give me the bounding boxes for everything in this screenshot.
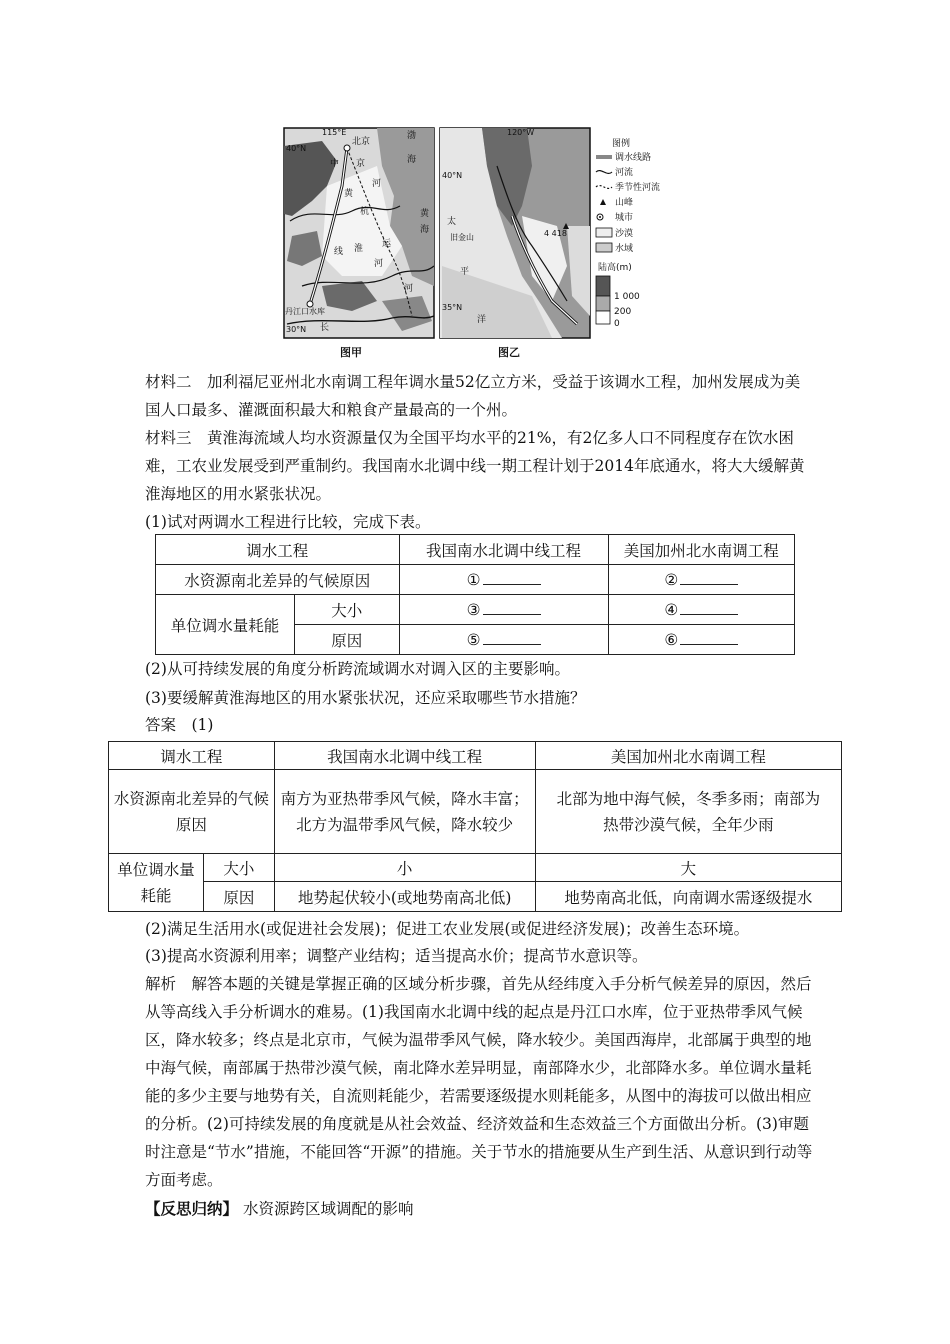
at-climate-usa: 北部为地中海气候，冬季多雨；南部为热带沙漠气候，全年少雨 [535, 770, 841, 854]
legend-elevation-title: 陆高(m) [598, 263, 632, 273]
qt-blank-4[interactable]: ④ [608, 595, 794, 625]
label-hai-1: 海 [407, 155, 417, 165]
label-b-35n: 35°N [442, 303, 463, 312]
label-beijing: 北京 [352, 137, 371, 147]
at-header-china: 我国南水北调中线工程 [274, 742, 535, 770]
qt-header-china: 我国南水北调中线工程 [399, 535, 608, 565]
label-120w: 120°W [507, 128, 535, 137]
reflection-text: 水资源跨区域调配的影响 [242, 1200, 414, 1218]
at-header-usa: 美国加州北水南调工程 [535, 742, 841, 770]
label-bo: 渤 [407, 131, 417, 141]
qt-blank-6[interactable]: ⑥ [608, 625, 794, 655]
label-he-1: 河 [372, 179, 382, 189]
qt-blank-1[interactable]: ① [399, 565, 608, 595]
at-header-project: 调水工程 [109, 742, 275, 770]
question-table [155, 534, 795, 655]
legend-elev-1000: 1 000 [614, 292, 640, 302]
label-chang: 长 [320, 323, 330, 333]
label-yun: 运 [382, 239, 392, 249]
label-zhong: 中 [330, 159, 340, 169]
at-reason-china: 地势起伏较小(或地势南高北低) [274, 882, 535, 912]
analysis: 解析 解答本题的关键是掌握正确的区域分析步骤，首先从经纬度入手分析气候差异的原因，然后从等高线入手分析调水的难易。(1)我国南水北调中线的起点是丹江口水库，位于亚热带季风气候区，降水较多；终点是北京市，气候为温带季风气候，降水较少。美国西海岸，北部属于典型的地中海气候，南部属于热带沙漠气候，南北降水差异明显，南部降水少，北部降水多。单位调水量耗能的多少主要与地势有关，自流则耗能少，若需要逐级提水则耗能多，从图中的海拔可以做出相应的分析。(2)可持续发展的角度就是从社会效益、经济效益和生态效益三个方面做出分析。(3)审题时注意是“节水”措施，不能回答“开源”的措施。关于节水的措施要从生产到生活、从意识到行动等方面考虑。 [145, 975, 813, 1189]
at-sub-reason: 原因 [204, 882, 275, 912]
qt-header-usa: 美国加州北水南调工程 [608, 535, 794, 565]
caption-map-a: 图甲 [340, 346, 362, 359]
qt-sub-reason: 原因 [295, 625, 400, 655]
legend-elev-200: 200 [614, 307, 632, 317]
material-3: 材料三 黄淮海流域人均水资源量仅为全国平均水平的21%，有2亿多人口不同程度存在饮水困难，工农业发展受到严重制约。我国南水北调中线一期工程计划于2014年底通水，将大大缓解黄淮海地区的用水紧张状况。 [145, 429, 805, 503]
label-danjiangkou: 丹江口水库 [285, 307, 325, 316]
legend-elev-0: 0 [614, 319, 620, 329]
label-xian: 线 [334, 247, 344, 257]
label-huai: 淮 [354, 244, 364, 254]
qt-row-climate: 水资源南北差异的气候原因 [156, 565, 400, 595]
question-3: (3)要缓解黄淮海地区的用水紧张状况，还应采取哪些节水措施？ [145, 689, 586, 707]
at-size-usa: 大 [535, 854, 841, 882]
at-reason-usa: 地势南高北低，向南调水需逐级提水 [535, 882, 841, 912]
reflection-tag: 【反思归纳】 [145, 1199, 239, 1218]
legend-water: 水域 [615, 244, 634, 254]
legend-river: 河流 [615, 168, 634, 178]
label-hai-2: 海 [420, 225, 430, 235]
question-1: (1)试对两调水工程进行比较，完成下表。 [145, 513, 431, 531]
label-peak-height: 4 418 [544, 229, 567, 238]
answer-3: (3)提高水资源利用率；调整产业结构；适当提高水价；提高节水意识等。 [145, 947, 648, 965]
map-b [440, 128, 590, 338]
label-huang-2: 黄 [420, 209, 430, 219]
qt-header-project: 调水工程 [156, 535, 400, 565]
label-30n: 30°N [286, 325, 307, 334]
qt-blank-5[interactable]: ⑤ [399, 625, 608, 655]
caption-map-b: 图乙 [498, 346, 520, 359]
qt-blank-3[interactable]: ③ [399, 595, 608, 625]
label-115e: 115°E [322, 128, 347, 137]
legend-city: 城市 [615, 213, 634, 223]
qt-blank-2[interactable]: ② [608, 565, 794, 595]
peak-icon [600, 199, 606, 205]
legend-seasonal-river: 季节性河流 [615, 183, 661, 193]
at-row-energy: 单位调水量耗能 [109, 854, 204, 912]
label-jing: 京 [356, 159, 366, 169]
legend-desert: 沙漠 [615, 229, 634, 239]
answer-table [108, 741, 842, 912]
at-sub-size: 大小 [204, 854, 275, 882]
label-b-40n: 40°N [442, 171, 463, 180]
label-yang: 洋 [477, 315, 487, 325]
label-ping: 平 [460, 267, 470, 277]
label-40n: 40°N [286, 144, 307, 153]
qt-row-energy: 单位调水量耗能 [156, 595, 295, 655]
answer-label: 答案 (1) [145, 716, 214, 734]
material-2: 材料二 加利福尼亚州北水南调工程年调水量52亿立方米，受益于该调水工程，加州发展成为美国人口最多、灌溉面积最大和粮食产量最高的一个州。 [145, 373, 801, 419]
label-hang: 杭 [360, 207, 370, 217]
label-he-2: 河 [404, 284, 414, 294]
label-san-francisco: 旧金山 [450, 233, 474, 242]
figure [282, 126, 672, 362]
at-size-china: 小 [274, 854, 535, 882]
legend-peak: 山峰 [615, 198, 634, 208]
legend-title: 图例 [612, 139, 631, 149]
legend [596, 137, 660, 329]
question-2: (2)从可持续发展的角度分析跨流域调水对调入区的主要影响。 [145, 660, 570, 678]
qt-sub-size: 大小 [295, 595, 400, 625]
reflection [145, 1195, 815, 1223]
legend-route: 调水线路 [615, 153, 652, 163]
answer-2: (2)满足生活用水(或促进社会发展)；促进工农业发展(或促进经济发展)；改善生态环境。 [145, 920, 750, 938]
label-tai: 太 [447, 217, 457, 227]
at-climate-china: 南方为亚热带季风气候，降水丰富；北方为温带季风气候，降水较少 [274, 770, 535, 854]
label-he-3: 河 [374, 259, 384, 269]
at-row-climate: 水资源南北差异的气候原因 [109, 770, 275, 854]
map-a [284, 128, 434, 338]
label-huang-1: 黄 [344, 189, 354, 199]
